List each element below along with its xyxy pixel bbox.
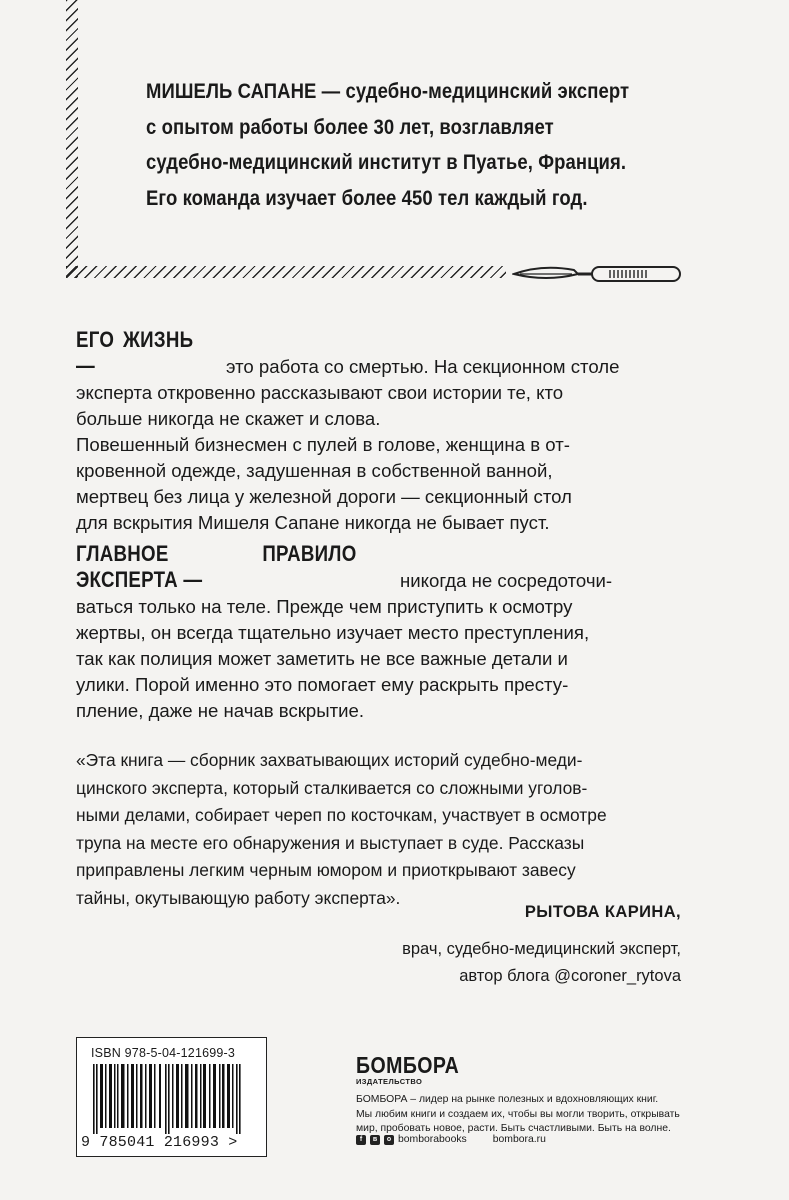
- publisher-description: [356, 1093, 686, 1137]
- ok-icon[interactable]: о: [384, 1135, 394, 1145]
- hatched-frame-vertical: [66, 0, 78, 278]
- life-line-1: [76, 327, 722, 380]
- facebook-icon[interactable]: f: [356, 1135, 366, 1145]
- life-text: это работа со смертью. На секционном столе: [226, 356, 620, 377]
- quote-line: трупа на месте его обнаружения и выступает в суде. Рассказы: [76, 832, 585, 853]
- life-line: Повешенный бизнесмен с пулей в голове, женщина в от-: [76, 434, 570, 455]
- quote-line: тайны, окутывающую работу эксперта».: [76, 887, 401, 908]
- life-line: кровенной одежде, задушенная в собственной ванной,: [76, 460, 553, 481]
- publisher-desc-line: БОМБОРА – лидер на рынке полезных и вдохновляющих книг.: [356, 1094, 659, 1105]
- rule-line: ваться только на теле. Прежде чем приступить к осмотру: [76, 596, 573, 617]
- quote-line: приправлены легким черным юмором и приоткрывают завесу: [76, 860, 576, 880]
- rule-line-1: [76, 541, 722, 594]
- life-heading: ЕГО ЖИЗНЬ —: [76, 327, 194, 378]
- quote-line: цинского эксперта, который сталкивается со сложными уголов-: [76, 777, 588, 798]
- barcode-digits: 9 785041 216993 >: [81, 1134, 238, 1151]
- rule-line: улики. Порой именно это помогает ему раскрыть престу-: [76, 674, 569, 695]
- bio-line: судебно-медицинский институт в Пуатье, Франция.: [146, 150, 627, 174]
- quote-author: [402, 899, 681, 990]
- publisher-subtitle: ИЗДАТЕЛЬСТВО: [356, 1077, 423, 1086]
- publisher-links: [356, 1134, 546, 1145]
- author-name: РЫТОВА КАРИНА,: [524, 903, 681, 921]
- social-handle-link[interactable]: bomborabooks: [398, 1134, 467, 1145]
- rule-section: [76, 541, 722, 724]
- publisher-desc-line: мир, пробовать новое, расти. Быть счастливыми. Быть на волне.: [356, 1123, 671, 1134]
- bio-line: с опытом работы более 30 лет, возглавляет: [146, 114, 554, 139]
- barcode: [76, 1037, 267, 1157]
- quote-line: «Эта книга — сборник захватывающих историй судебно-меди-: [76, 750, 583, 770]
- isbn-text: ISBN 978-5-04-121699-3: [91, 1046, 236, 1060]
- rule-text: никогда не сосредоточи-: [400, 570, 613, 591]
- review-quote: [76, 747, 682, 912]
- life-line: больше никогда не скажет и слова.: [76, 408, 381, 429]
- author-bio: [146, 74, 705, 216]
- rule-line: пление, даже не начав вскрытие.: [76, 700, 364, 721]
- rule-line: жертвы, он всегда тщательно изучает место преступления,: [76, 622, 590, 643]
- vk-icon[interactable]: в: [370, 1135, 380, 1145]
- rule-heading: ГЛАВНОЕ ПРАВИЛО ЭКСПЕРТА —: [76, 541, 357, 592]
- author-role: врач, судебно-медицинский эксперт,: [402, 940, 681, 958]
- life-section: [76, 327, 722, 536]
- barcode-bars: [89, 1064, 255, 1134]
- quote-line: ными делами, собирает череп по косточкам, участвует в осмотре: [76, 805, 607, 825]
- publisher-desc-line: Мы любим книги и создаем их, чтобы вы могли творить, открывать: [356, 1108, 680, 1120]
- life-line: для вскрытия Мишеля Сапане никогда не бывает пуст.: [76, 512, 550, 533]
- publisher-logo: БОМБОРА: [356, 1052, 460, 1078]
- rule-line: так как полиция может заметить не все важные детали и: [76, 648, 568, 669]
- scalpel-icon: [512, 262, 684, 286]
- hatched-frame-horizontal: [66, 266, 506, 278]
- website-link[interactable]: bombora.ru: [492, 1134, 546, 1145]
- bio-line: Его команда изучает более 450 тел каждый год.: [146, 185, 588, 210]
- life-line: эксперта откровенно рассказывают свои истории те, кто: [76, 382, 564, 403]
- life-line: мертвец без лица у железной дороги — секционный стол: [76, 486, 572, 507]
- bio-line: МИШЕЛЬ САПАНЕ — судебно-медицинский эксперт: [146, 79, 630, 103]
- author-blog: автор блога @coroner_rytova: [459, 967, 681, 985]
